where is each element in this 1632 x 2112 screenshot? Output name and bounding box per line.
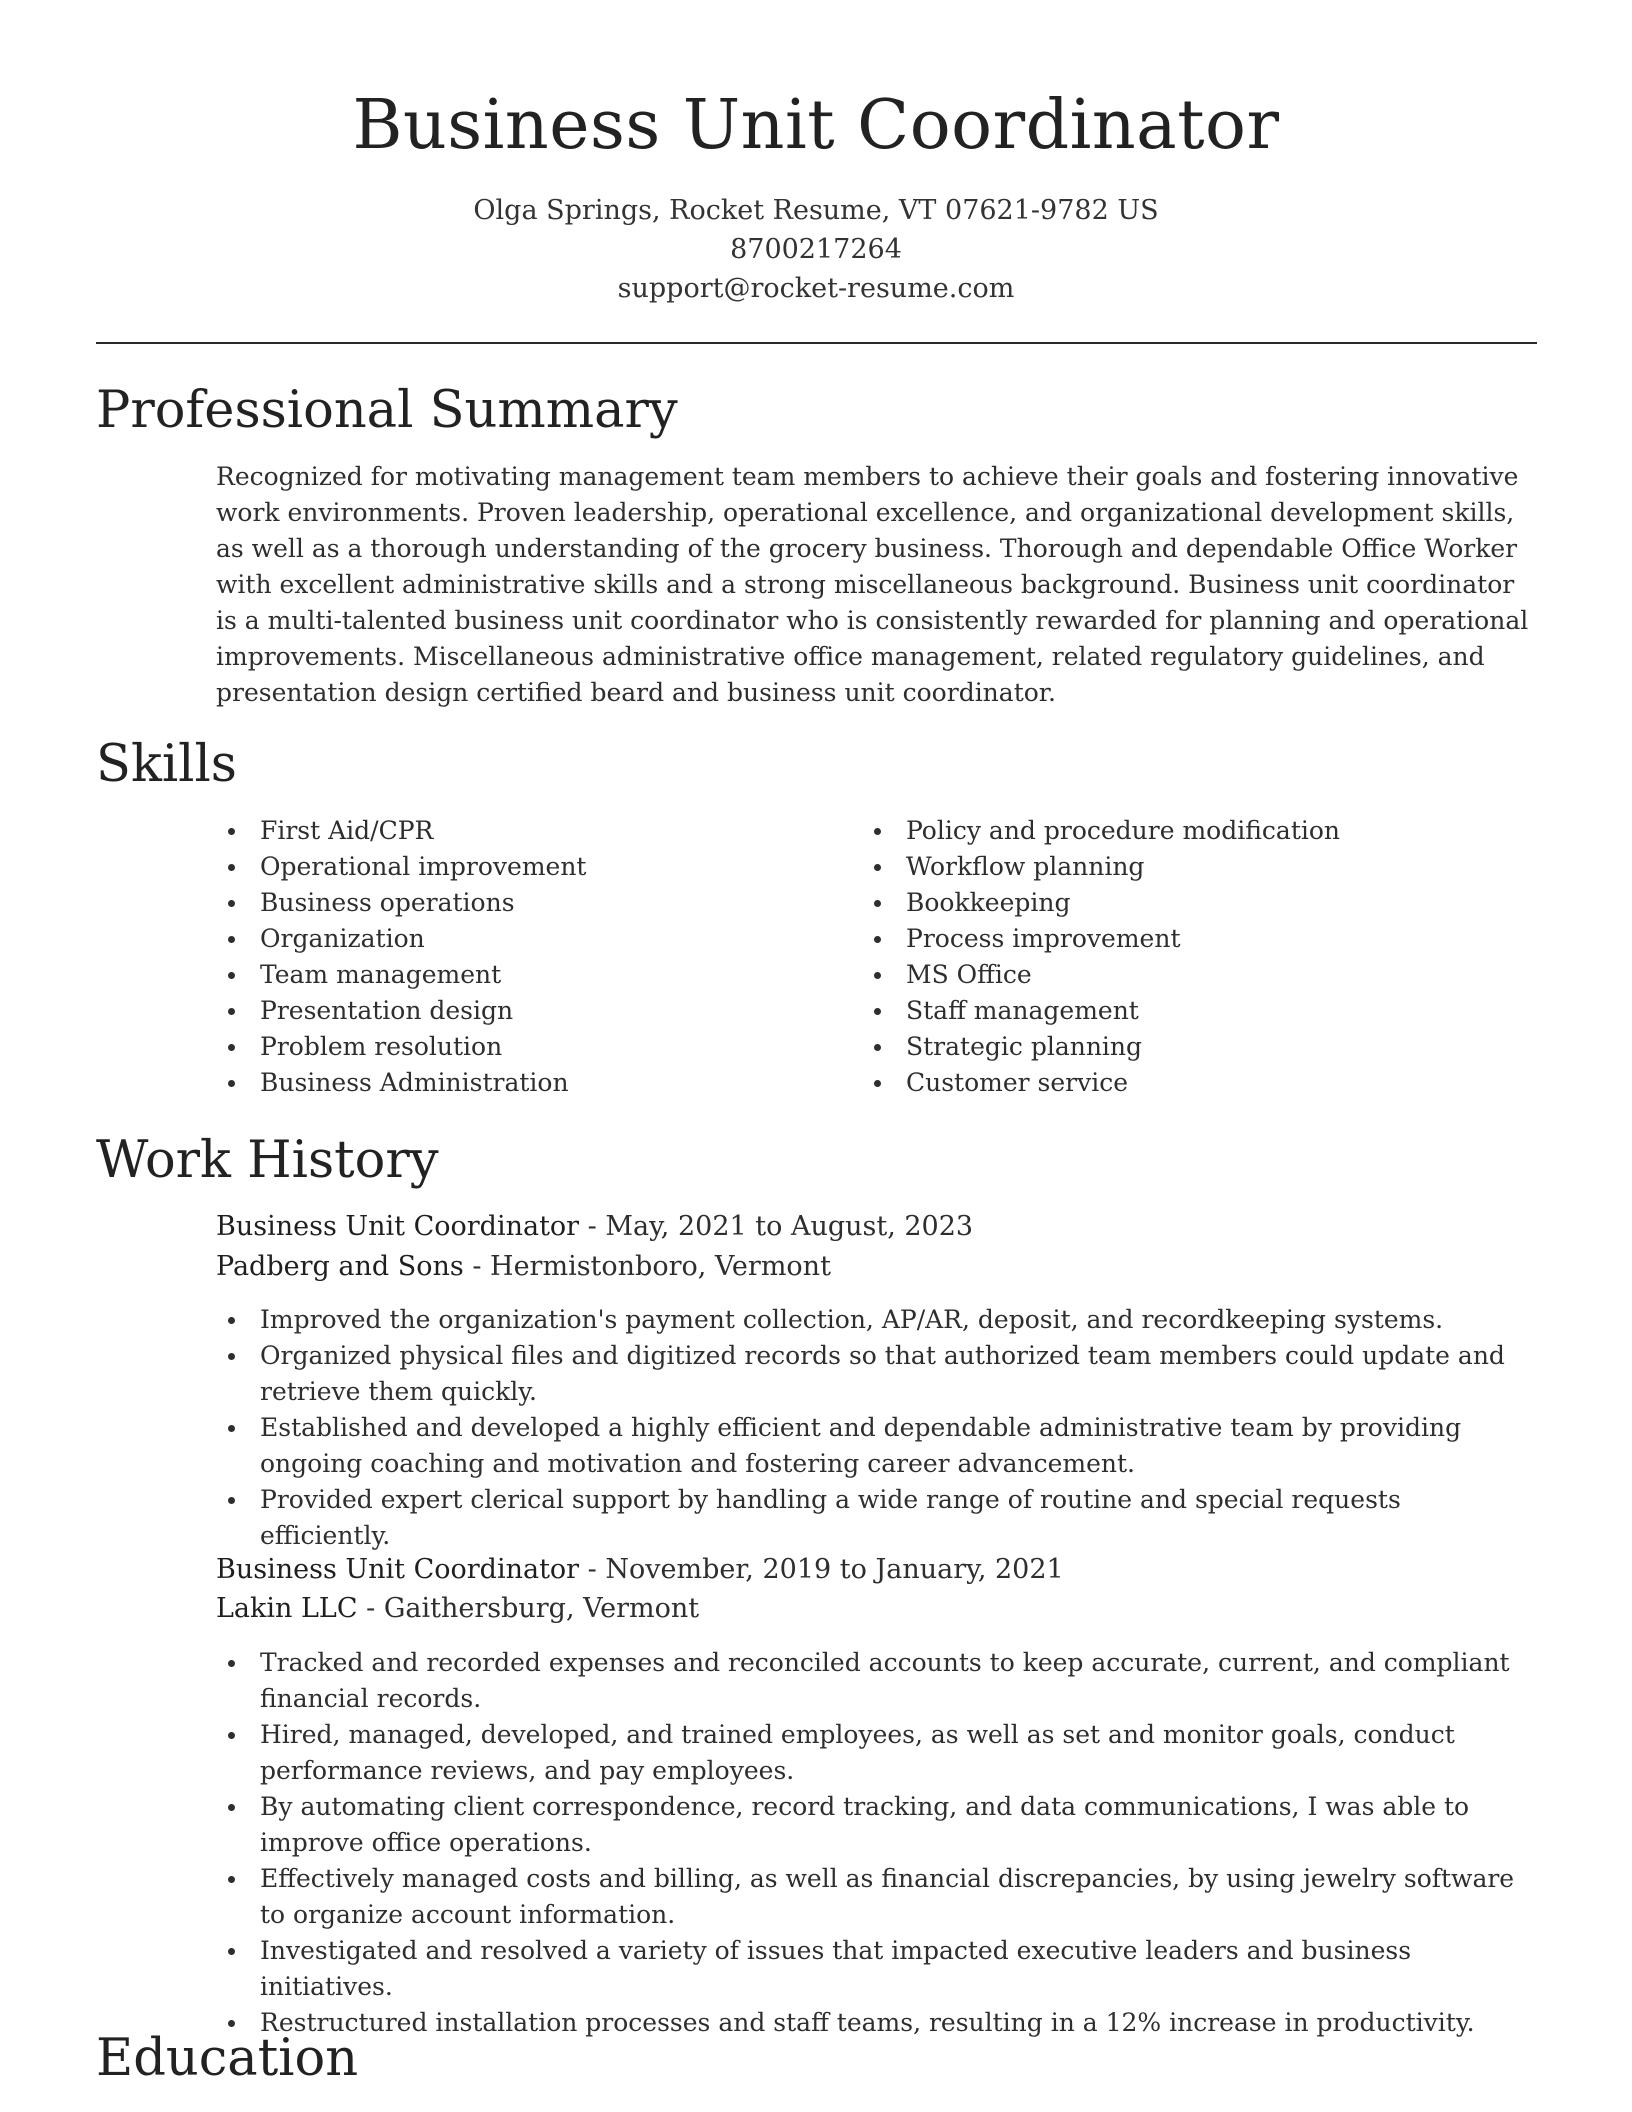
job-location: Gaithersburg, Vermont <box>383 1593 700 1624</box>
education-heading: Education <box>96 2029 359 2088</box>
job-bullet: Investigated and resolved a variety of issues that impacted executive leaders and business initiatives. <box>216 1933 1536 2005</box>
skills-heading: Skills <box>96 735 237 794</box>
job-title-line: Business Unit Coordinator - May, 2021 to August, 2023 <box>216 1211 974 1242</box>
contact-phone: 8700217264 <box>730 234 902 265</box>
job-company-line: Lakin LLC - Gaithersburg, Vermont <box>216 1593 700 1624</box>
job-bullet: Established and developed a highly efficient and dependable administrative team by providing ongoing coaching and motivation and fostering career advancement. <box>216 1410 1536 1482</box>
summary-heading: Professional Summary <box>96 381 678 440</box>
job-dates: November, 2019 to January, 2021 <box>605 1554 1064 1585</box>
job-role: Business Unit Coordinator <box>216 1554 580 1585</box>
job-dates: May, 2021 to August, 2023 <box>605 1211 974 1242</box>
skill-item: Process improvement <box>862 921 1542 957</box>
resume-name-heading: Business Unit Coordinator <box>352 86 1280 165</box>
summary-text: Recognized for motivating management team members to achieve their goals and fostering innovative work environments. Proven leadership, operational excellence, and organizational development skills, as well as a thorough understanding of the grocery business. Thorough and dependable Office Worker with excellent administrative skills and a strong miscellaneous background. Business unit coordinator is a multi-talented business unit coordinator who is consistently rewarded for planning and operational improvements. Miscellaneous administrative office management, related regulatory guidelines, and presentation design certified beard and business unit coordinator. <box>216 462 1529 707</box>
job-bullets <box>216 1645 1536 2041</box>
skill-item: Business Administration <box>216 1065 836 1101</box>
job-bullet: Restructured installation processes and staff teams, resulting in a 12% increase in productivity. <box>216 2005 1536 2041</box>
skills-list-left <box>216 813 836 1101</box>
job-title-line: Business Unit Coordinator - November, 2019 to January, 2021 <box>216 1554 1064 1585</box>
skill-item: Problem resolution <box>216 1029 836 1065</box>
job-bullets <box>216 1302 1536 1554</box>
job-bullet: Provided expert clerical support by handling a wide range of routine and special requests efficiently. <box>216 1482 1536 1554</box>
skill-item: MS Office <box>862 957 1542 993</box>
job-company-line: Padberg and Sons - Hermistonboro, Vermont <box>216 1251 831 1282</box>
skill-item: Team management <box>216 957 836 993</box>
skill-item: Bookkeeping <box>862 885 1542 921</box>
skill-item: Policy and procedure modification <box>862 813 1542 849</box>
work-history-heading: Work History <box>96 1131 439 1190</box>
job-role: Business Unit Coordinator <box>216 1211 580 1242</box>
job-company: Padberg and Sons <box>216 1251 464 1282</box>
job-bullet: Improved the organization's payment collection, AP/AR, deposit, and recordkeeping systems. <box>216 1302 1536 1338</box>
job-bullet: By automating client correspondence, record tracking, and data communications, I was able to improve office operations. <box>216 1789 1536 1861</box>
job-bullet: Organized physical files and digitized records so that authorized team members could update and retrieve them quickly. <box>216 1338 1536 1410</box>
skill-item: Operational improvement <box>216 849 836 885</box>
contact-address: Olga Springs, Rocket Resume, VT 07621-9782 US <box>473 195 1159 226</box>
job-company: Lakin LLC <box>216 1593 358 1624</box>
job-bullet: Effectively managed costs and billing, as well as financial discrepancies, by using jewelry software to organize account information. <box>216 1861 1536 1933</box>
skill-item: Presentation design <box>216 993 836 1029</box>
skill-item: Organization <box>216 921 836 957</box>
skill-item: Staff management <box>862 993 1542 1029</box>
job-bullet: Hired, managed, developed, and trained employees, as well as set and monitor goals, conduct performance reviews, and pay employees. <box>216 1717 1536 1789</box>
job-bullet: Tracked and recorded expenses and reconciled accounts to keep accurate, current, and compliant financial records. <box>216 1645 1536 1717</box>
skill-item: Customer service <box>862 1065 1542 1101</box>
skill-item: Workflow planning <box>862 849 1542 885</box>
skills-list-right <box>862 813 1542 1101</box>
header-divider <box>96 342 1537 344</box>
skill-item: Strategic planning <box>862 1029 1542 1065</box>
skill-item: First Aid/CPR <box>216 813 836 849</box>
skill-item: Business operations <box>216 885 836 921</box>
contact-email: support@rocket-resume.com <box>617 273 1015 304</box>
job-location: Hermistonboro, Vermont <box>490 1251 831 1282</box>
